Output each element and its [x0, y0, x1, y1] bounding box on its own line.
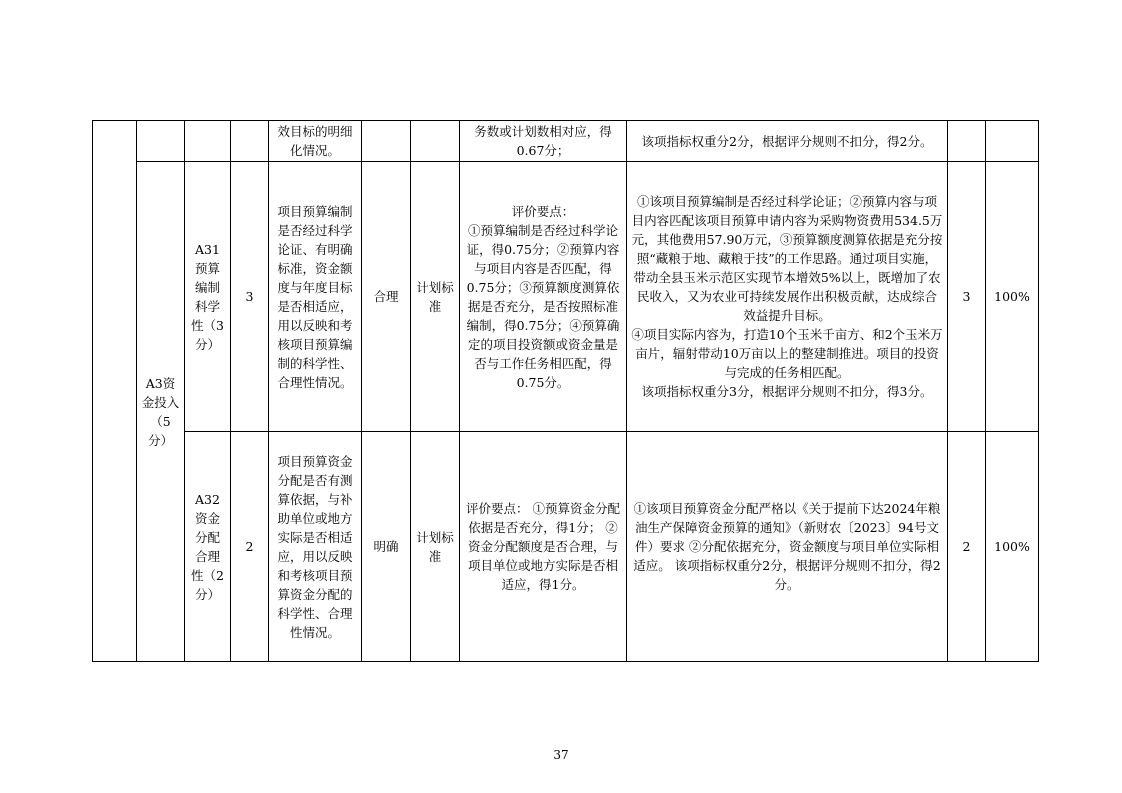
source-cell: 计划标准 [411, 432, 460, 662]
standard-cell [362, 121, 411, 162]
rate-cell [986, 121, 1039, 162]
criteria-cell: 评价要点： ①预算编制是否经过科学论证，得0.75分；②预算内容与项目内容是否匹配，得0.75分；③预算额度测算依据是否充分，是否按照标准编制，得0.75分；④预算确定的项目投资额或资金量是否与工作任务相匹配，得0.75分。 [460, 162, 627, 432]
level1-cell [93, 121, 137, 662]
indicator-cell: A32资金分配合理性（2分） [185, 432, 231, 662]
basis-cell: ①该项目预算编制是否经过科学论证；②预算内容与项目内容匹配该项目预算申请内容为采购物资费用534.5万元，其他费用57.90万元，③预算额度测算依据是充分按照“藏粮于地、藏粮于技”的工作思路。通过项目实施，带动全县玉米示范区实现节本增效5%以上，既增加了农民收入，又为农业可持续发展作出积极贡献，达成综合效益提升目标。 ④项目实际内容为，打造10个玉米千亩方、和2个玉米万亩片，辐射带动10万亩以上的整建制推进。项目的投资与完成的任务相匹配。 该项指标权重分3分，根据评分规则不扣分，得3分。 [627, 162, 948, 432]
evaluation-table [92, 120, 1039, 662]
indicator-cell [185, 121, 231, 162]
criteria-cell: 评价要点： ①预算资金分配依据是否充分，得1分； ②资金分配额度是否合理，与项目单位或地方实际是否相适应，得1分。 [460, 432, 627, 662]
weight-cell: 2 [231, 432, 269, 662]
standard-cell: 明确 [362, 432, 411, 662]
indicator-cell: A31预算编制科学性（3分） [185, 162, 231, 432]
score-cell [948, 121, 986, 162]
basis-cell: ①该项目预算资金分配严格以《关于提前下达2024年粮油生产保障资金预算的通知》（新财农〔2023〕94号文件）要求 ②分配依据充分，资金额度与项目单位实际相适应。 该项指标权重分2分，根据评分规则不扣分，得2分。 [627, 432, 948, 662]
rate-cell: 100% [986, 162, 1039, 432]
page-number: 37 [553, 748, 569, 762]
detail-cell: 项目预算资金分配是否有测算依据，与补助单位或地方实际是否相适应，用以反映和考核项目预算资金分配的科学性、合理性情况。 [269, 432, 362, 662]
score-cell: 2 [948, 432, 986, 662]
source-cell: 计划标准 [411, 162, 460, 432]
standard-cell: 合理 [362, 162, 411, 432]
level2-cell [137, 121, 185, 162]
criteria-cell: 务数或计划数相对应，得0.67分； [460, 121, 627, 162]
detail-cell: 项目预算编制是否经过科学论证、有明确标准，资金额度与年度目标是否相适应，用以反映和考核项目预算编制的科学性、合理性情况。 [269, 162, 362, 432]
table-row [93, 162, 1039, 432]
group-a3-cell: A3资金投入（5分） [137, 162, 185, 662]
detail-cell: 效目标的明细化情况。 [269, 121, 362, 162]
basis-cell: 该项指标权重分2分，根据评分规则不扣分，得2分。 [627, 121, 948, 162]
table-row [93, 432, 1039, 662]
table-row [93, 121, 1039, 162]
weight-cell [231, 121, 269, 162]
rate-cell: 100% [986, 432, 1039, 662]
source-cell [411, 121, 460, 162]
score-cell: 3 [948, 162, 986, 432]
weight-cell: 3 [231, 162, 269, 432]
